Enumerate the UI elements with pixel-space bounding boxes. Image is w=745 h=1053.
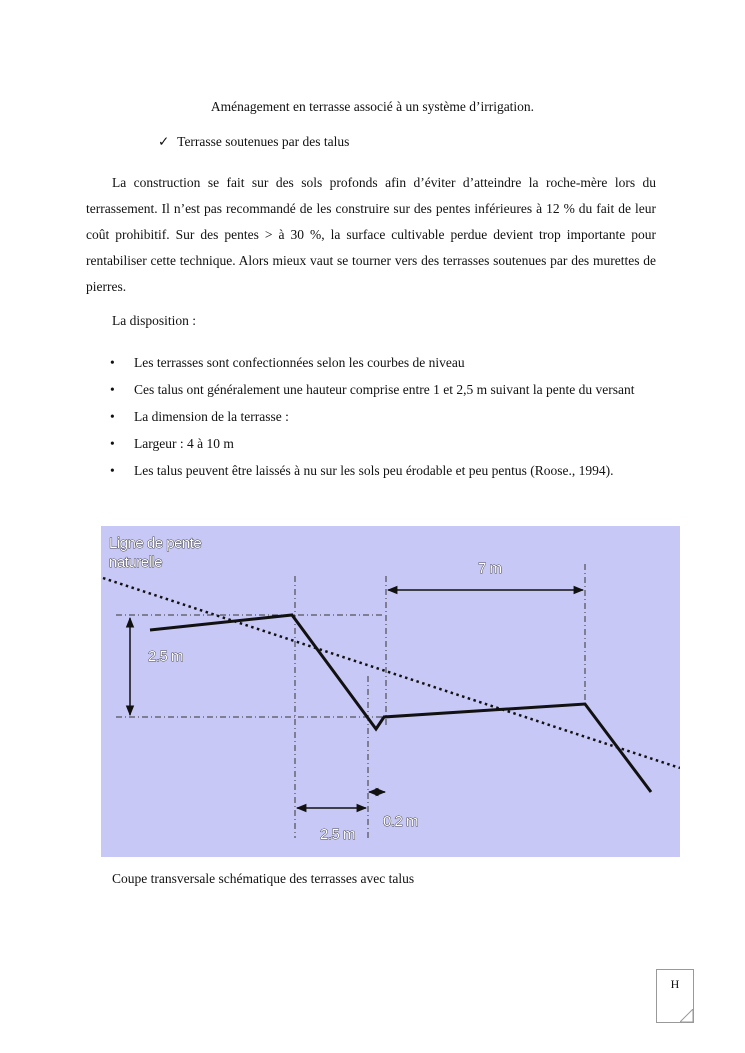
width-label: 7 m [478, 560, 502, 577]
checkmark-icon: ✓ [158, 134, 170, 149]
list-item: • Largeur : 4 à 10 m [86, 431, 656, 457]
bullet-icon: • [110, 463, 115, 478]
terrace-cross-section-figure [101, 526, 680, 857]
list-item: • Ces talus ont généralement une hauteur comprise entre 1 et 2,5 m suivant la pente du versant [86, 377, 656, 403]
list-item: • Les talus peuvent être laissés à nu sur les sols peu érodable et peu pentus (Roose., 1994). [86, 458, 656, 484]
page-curl-icon [680, 1009, 694, 1023]
bullet-icon: • [110, 436, 115, 451]
intro-paragraph: La construction se fait sur des sols profonds afin d’éviter d’atteindre la roche-mère lors du terrassement. Il n’est pas recommandé de les construire sur des pentes inférieures à 12 % du fait de leur coût prohibitif. Sur des pentes > à 30 %, la surface cultivable perdue devient trop importante pour rentabiliser cette technique. Alors mieux vaut se tourner vers des terrasses soutenues par des murettes de pierres. [86, 175, 656, 294]
page-marker-box [656, 969, 694, 1023]
disposition-label: La disposition : [112, 313, 196, 328]
checkmark-item-label: Terrasse soutenues par des talus [177, 134, 350, 149]
height-label: 2.5 m [148, 648, 184, 665]
bullet-icon: • [110, 355, 115, 370]
talus-width-label: 2.5 m [320, 826, 356, 843]
natural-slope-label-line2: naturelle [109, 554, 163, 571]
natural-slope-line [103, 578, 680, 768]
bullet-list [86, 350, 656, 485]
page-marker: H [670, 977, 680, 991]
document-title: Aménagement en terrasse associé à un système d’irrigation. [210, 99, 535, 114]
bullet-icon: • [110, 382, 115, 397]
list-item: • La dimension de la terrasse : [86, 404, 656, 430]
bullet-icon: • [110, 409, 115, 424]
checkmark-item [158, 134, 349, 150]
figure-caption: Coupe transversale schématique des terrasses avec talus [112, 871, 415, 886]
natural-slope-label-line1: Ligne de pente [109, 535, 202, 552]
guide-lines [116, 564, 585, 838]
list-item: • Les terrasses sont confectionnées selon les courbes de niveau [86, 350, 656, 376]
gap-label: 0.2 m [383, 813, 419, 830]
terrace-profile-line [150, 615, 651, 792]
